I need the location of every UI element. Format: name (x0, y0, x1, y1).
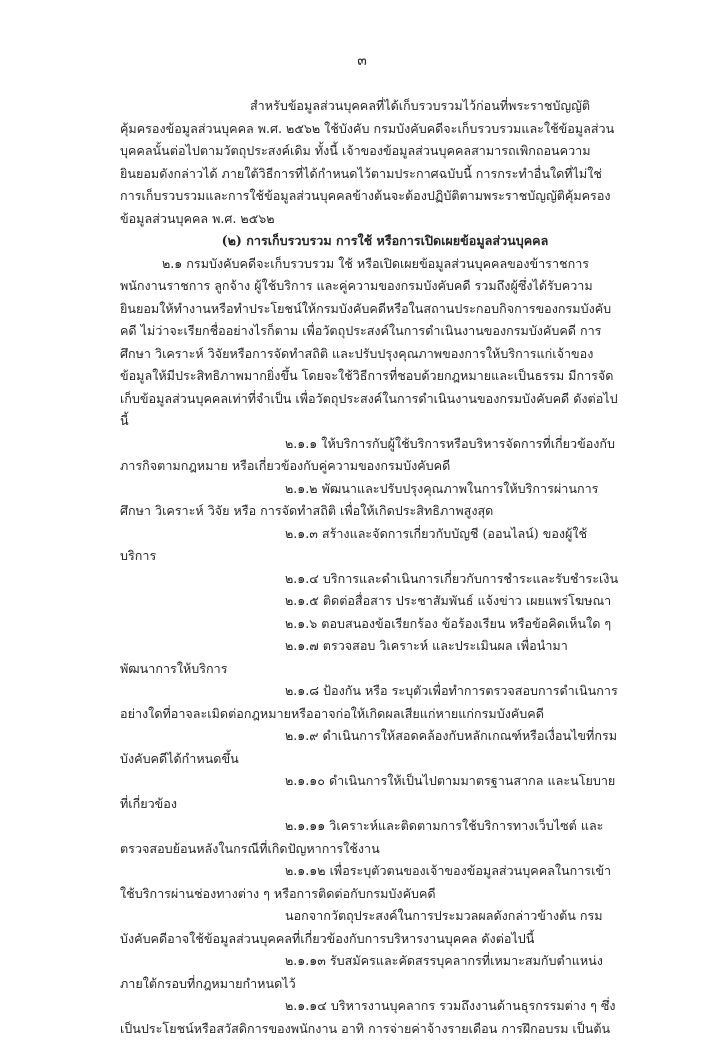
list-item: ๒.๑.๗ ตรวจสอบ วิเคราะห์ และประเมินผล เพื่อนำมาพัฒนาการให้บริการ (120, 638, 568, 676)
list-item: ๒.๑.๑๓ รับสมัครและคัดสรรบุคลากรที่เหมาะสมกับตำแหน่งภายใต้กรอบที่กฎหมายกำหนดไว้ (120, 953, 603, 991)
intro-paragraph: สำหรับข้อมูลส่วนบุคคลที่ได้เก็บรวบรวมไว้ก่อนที่พระราชบัญญัติคุ้มครองข้อมูลส่วนบุคคล พ.ศ. ๒๕๖๒ ใช้บังคับ กรมบังคับคดีจะเก็บรวบรวมและใช้ข้อมูลส่วนบุคคลนั้นต่อไปตามวัตถุประสงค์เดิม ทั้งนี้ เจ้าของข้อมูลส่วนบุคคลสามารถเพิกถอนความยินยอมดังกล่าวได้ ภายใต้วิธีการที่ได้กำหนดไว้ตามประกาศฉบับนี้ การกระทำอื่นใดที่ไม่ใช่การเก็บรวบรวมและการใช้ข้อมูลส่วนบุคคลข้างต้นจะต้องปฏิบัติตามพระราชบัญญัติคุ้มครองข้อมูลส่วนบุคคล พ.ศ. ๒๕๖๒ (120, 98, 615, 226)
section-paragraph: ๒.๑ กรมบังคับคดีจะเก็บรวบรวม ใช้ หรือเปิดเผยข้อมูลส่วนบุคคลของข้าราชการ พนักงานราชการ ลูกจ้าง ผู้ใช้บริการ และคู่ความของกรมบังคับคดี รวมถึงผู้ซึ่งได้รับความยินยอมให้ทำงานหรือทำประโยชน์ให้กรมบังคับคดีหรือในสถานประกอบกิจการของกรมบังคับคดี ไม่ว่าจะเรียกชื่ออย่างไรก็ตาม เพื่อวัตถุประสงค์ในการดำเนินงานของกรมบังคับคดี การศึกษา วิเคราะห์ วิจัยหรือการจัดทำสถิติ และปรับปรุงคุณภาพของการให้บริการแก่เจ้าของข้อมูลให้มีประสิทธิภาพมากยิ่งขึ้น โดยจะใช้วิธีการที่ชอบด้วยกฎหมายและเป็นธรรม มีการจัดเก็บข้อมูลส่วนบุคคลเท่าที่จำเป็น เพื่อวัตถุประสงค์ในการดำเนินงานของกรมบังคับคดี ดังต่อไปนี้ (120, 255, 618, 428)
hr-paragraph: นอกจากวัตถุประสงค์ในการประมวลผลดังกล่าวข้างต้น กรมบังคับคดีอาจใช้ข้อมูลส่วนบุคคลที่เกี่ยวข้องกับการบริหารงานบุคคล ดังต่อไปนี้ (120, 908, 603, 946)
section-heading: (๒) การเก็บรวบรวม การใช้ หรือการเปิดเผยข้อมูลส่วนบุคคล (221, 233, 549, 248)
list-item: ๒.๑.๑๐ ดำเนินการให้เป็นไปตามมาตรฐานสากล และนโยบายที่เกี่ยวข้อง (120, 773, 616, 811)
list-item: ๒.๑.๔ บริการและดำเนินการเกี่ยวกับการชำระและรับชำระเงิน (285, 570, 619, 586)
list-item: ๒.๑.๘ ป้องกัน หรือ ระบุตัวเพื่อทำการตรวจสอบการดำเนินการอย่างใดที่อาจละเมิดต่อกฎหมายหรืออาจก่อให้เกิดผลเสียแก่หายแก่กรมบังคับคดี (120, 683, 618, 721)
page-number: ๓ (357, 53, 367, 69)
list-item: ๒.๑.๑๑ วิเคราะห์และติดตามการใช้บริการทางเว็บไซต์ และ ตรวจสอบย้อนหลังในกรณีที่เกิดปัญหาการใช้งาน (120, 818, 604, 856)
list-item: ๒.๑.๒ พัฒนาและปรับปรุงคุณภาพในการให้บริการผ่านการศึกษา วิเคราะห์ วิจัย หรือ การจัดทำสถิติ เพื่อให้เกิดประสิทธิภาพสูงสุด (120, 480, 599, 518)
list-item: ๒.๑.๖ ตอบสนองข้อเรียกร้อง ข้อร้องเรียน หรือข้อคิดเห็นใด ๆ (285, 615, 612, 631)
list-item: ๒.๑.๙ ดำเนินการให้สอดคล้องกับหลักเกณฑ์หรือเงื่อนไขที่กรมบังคับคดีได้กำหนดขึ้น (120, 728, 618, 766)
list-item: ๒.๑.๓ สร้างและจัดการเกี่ยวกับบัญชี (ออนไลน์) ของผู้ใช้บริการ (120, 525, 588, 563)
document-body (120, 95, 620, 1040)
list-item: ๒.๑.๑๔ บริหารงานบุคลากร รวมถึงงานด้านธุรกรรมต่าง ๆ ซึ่งเป็นประโยชน์หรือสวัสดิการของพนักงาน อาทิ การจ่ายค่าจ้างรายเดือน การฝึกอบรม เป็นต้น (120, 998, 616, 1036)
list-item: ๒.๑.๑ ให้บริการกับผู้ใช้บริการหรือบริหารจัดการที่เกี่ยวข้องกับภารกิจตามกฎหมาย หรือเกี่ยวข้องกับคู่ความของกรมบังคับคดี (120, 435, 616, 473)
list-item: ๒.๑.๑๒ เพื่อระบุตัวตนของเจ้าของข้อมูลส่วนบุคคลในการเข้าใช้บริการผ่านช่องทางต่าง ๆ หรือการติดต่อกับกรมบังคับคดี (120, 863, 612, 901)
list-item: ๒.๑.๕ ติดต่อสื่อสาร ประชาสัมพันธ์ แจ้งข่าว เผยแพร่โฆษณา (285, 593, 612, 608)
